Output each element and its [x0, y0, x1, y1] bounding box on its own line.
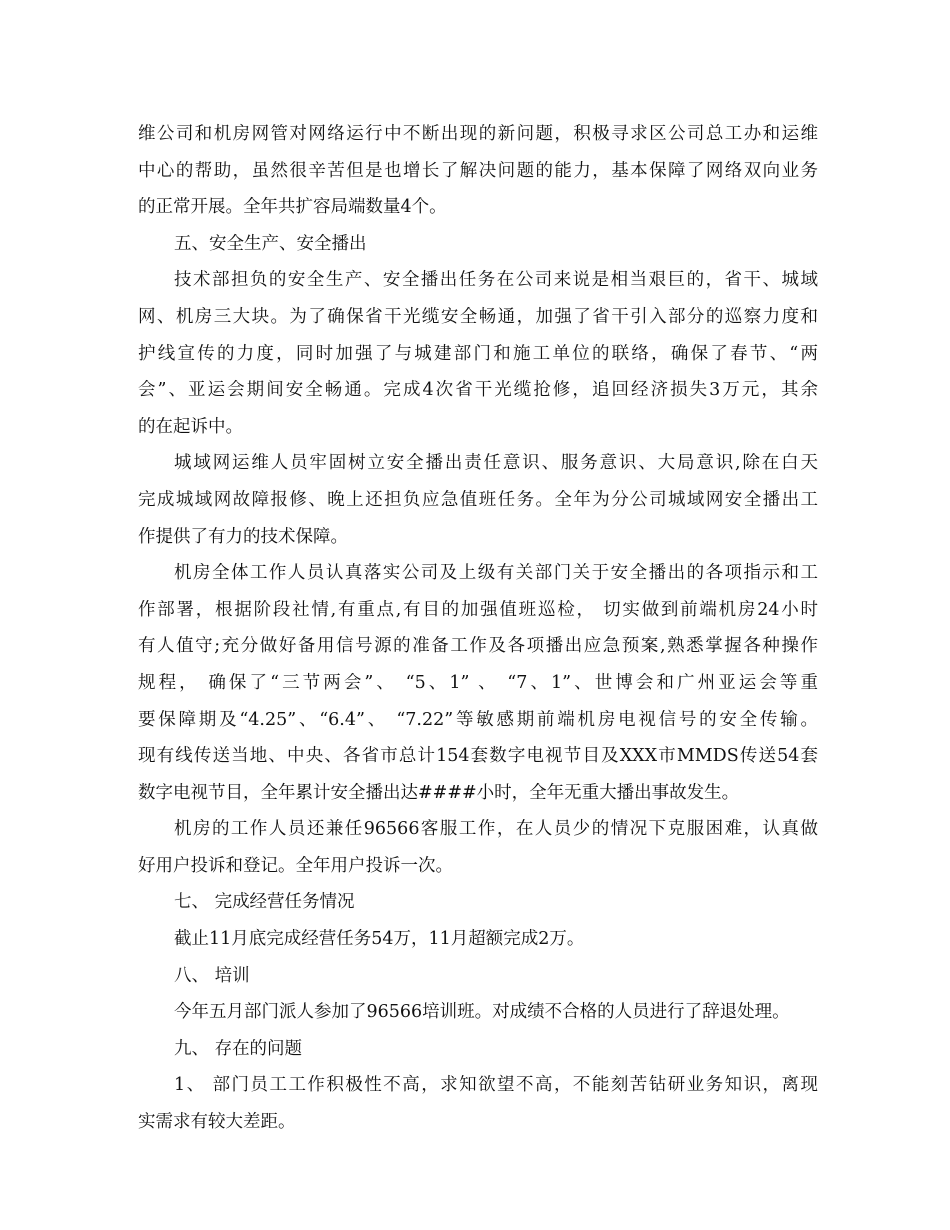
paragraph-line: 今年五月部门派人参加了96566培训班。对成绩不合格的人员进行了辞退处理。 [174, 1002, 790, 1023]
paragraph-line: 技术部担负的安全生产、安全播出任务在公司来说是相当艰巨的，省干、城域 [174, 270, 818, 291]
section-heading: 七、 完成经营任务情况 [174, 892, 355, 913]
paragraph-line: 机房全体工作人员认真落实公司及上级有关部门关于安全播出的各项指示和工 [174, 563, 818, 584]
paragraph-line: 中心的帮助，虽然很辛苦但是也增长了解决问题的能力，基本保障了网络双向业务 [138, 160, 818, 181]
paragraph-line: 数字电视节目，全年累计安全播出达####小时，全年无重大播出事故发生。 [138, 782, 740, 803]
paragraph-line: 作提供了有力的技术保障。 [138, 526, 348, 547]
paragraph-line: 截止11月底完成经营任务54万，11月超额完成2万。 [174, 929, 585, 950]
section-heading: 八、 培训 [174, 965, 250, 986]
paragraph-line: 的正常开展。全年共扩容局端数量4个。 [138, 197, 447, 218]
paragraph-line: 城域网运维人员牢固树立安全播出责任意识、服务意识、大局意识,除在白天 [174, 453, 818, 474]
paragraph-line: 机房的工作人员还兼任96566客服工作，在人员少的情况下克服困难，认真做 [174, 819, 818, 840]
paragraph-line: 会”、亚运会期间安全畅通。完成4次省干光缆抢修，追回经济损失3万元，其余 [138, 380, 818, 401]
paragraph-line: 的在起诉中。 [138, 416, 243, 437]
document-page [138, 116, 818, 1141]
paragraph-line: 1、 部门员工工作积极性不高，求知欲望不高，不能刻苦钻研业务知识，离现 [174, 1075, 818, 1096]
paragraph-line: 规程， 确保了“三节两会”、 “5、1” 、 “7、1”、世博会和广州亚运会等重 [138, 672, 818, 693]
paragraph-line: 有人值守;充分做好备用信号源的准备工作及各项播出应急预案,熟悉掌握各种操作 [138, 636, 818, 657]
paragraph-line: 完成城域网故障报修、晚上还担负应急值班任务。全年为分公司城域网安全播出工 [138, 489, 818, 510]
paragraph-line: 要保障期及“4.25”、“6.4”、 “7.22”等敏感期前端机房电视信号的安全传输。 [138, 709, 818, 730]
paragraph-line: 维公司和机房网管对网络运行中不断出现的新问题，积极寻求区公司总工办和运维 [138, 124, 818, 144]
section-heading: 五、安全生产、安全播出 [174, 233, 367, 254]
paragraph-line: 好用户投诉和登记。全年用户投诉一次。 [138, 855, 453, 876]
paragraph-line: 实需求有较大差距。 [138, 1112, 296, 1133]
section-heading: 九、 存在的问题 [174, 1038, 303, 1059]
paragraph-line: 网、机房三大块。为了确保省干光缆安全畅通，加强了省干引入部分的巡察力度和 [138, 306, 818, 327]
paragraph-line: 护线宣传的力度，同时加强了与城建部门和施工单位的联络，确保了春节、“两 [138, 343, 818, 364]
paragraph-line: 作部署，根据阶段社情,有重点,有目的加强值班巡检， 切实做到前端机房24小时 [138, 599, 818, 620]
paragraph-line: 现有线传送当地、中央、各省市总计154套数字电视节目及XXX市MMDS传送54套 [138, 746, 818, 767]
